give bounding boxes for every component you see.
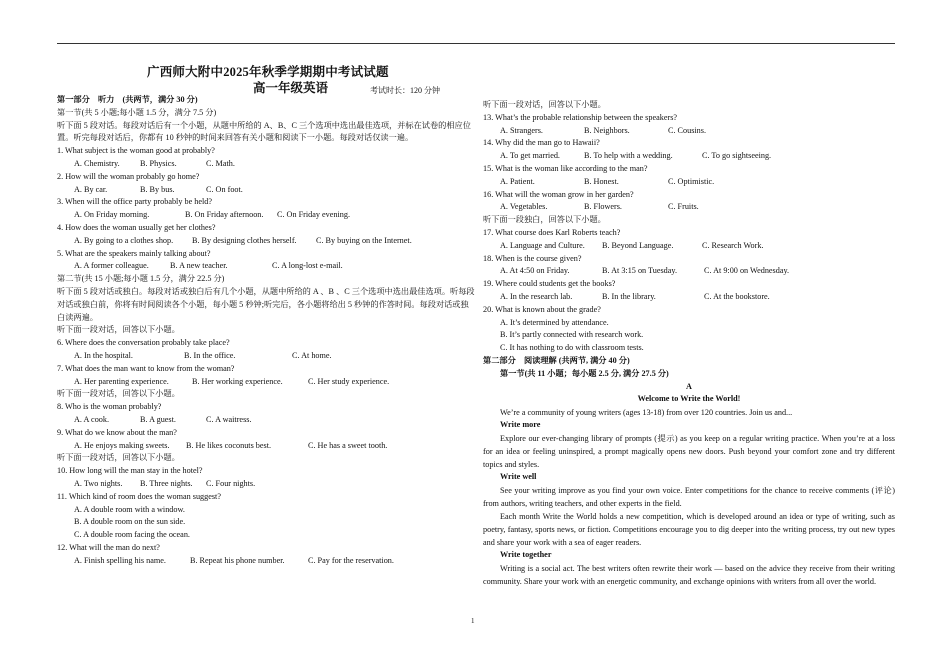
listening-direction: 听下面一段对话，回答以下小题。 [57, 325, 180, 335]
option-a: A. Strangers. [500, 125, 543, 135]
question-stem: 14. Why did the man go to Hawaii? [483, 138, 600, 148]
question-options [57, 209, 475, 222]
question-stem: 10. How long will the man stay in the hotel? [57, 466, 203, 476]
question-options [57, 555, 475, 568]
question-options [483, 291, 895, 304]
question-options [57, 376, 475, 389]
section-heading-write-more: Write more [500, 420, 541, 430]
option-a: A. Finish spelling his name. [74, 555, 166, 565]
option-b: B. He likes coconuts best. [186, 440, 272, 450]
question-stem: 5. What are the speakers mainly talking about? [57, 248, 211, 258]
question-stem: 16. What will the woman grow in her garden? [483, 189, 634, 199]
question-stem: 17. What course does Karl Roberts teach? [483, 227, 621, 237]
exam-duration: 考试时长：120 分钟 [370, 86, 440, 95]
option-b: B. In the office. [184, 350, 236, 360]
question-options [57, 158, 475, 171]
option-c: C. It has nothing to do with classroom tests. [500, 343, 644, 353]
option-a: A. Her parenting experience. [74, 376, 169, 386]
option-c: C. He has a sweet tooth. [308, 440, 388, 450]
option-b: B. Three nights. [140, 478, 193, 488]
option-a: A. Chemistry. [74, 158, 120, 168]
question-stem: 19. Where could students get the books? [483, 279, 616, 289]
exam-title: 广西师大附中2025年秋季学期期中考试试题 [147, 65, 389, 79]
option-b: B. By bus. [140, 184, 175, 194]
question-options [483, 125, 895, 138]
paragraph-write-well-1: See your writing improve as you find your own voice. Enter competitions for the chance to receive comments (评论) from authors, writing teachers, and other experts in the field. [483, 485, 895, 508]
question-options [483, 201, 895, 214]
question-options [483, 265, 895, 278]
question-stem: 4. How does the woman usually get her clothes? [57, 222, 216, 232]
option-a: A. It’s determined by attendance. [500, 317, 609, 327]
question-stem: 15. What is the woman like according to the man? [483, 163, 648, 173]
section-heading-write-together: Write together [500, 549, 552, 559]
question-stem: 11. Which kind of room does the woman suggest? [57, 491, 221, 501]
option-c: C. A long-lost e-mail. [272, 261, 343, 271]
section-heading-write-well: Write well [500, 471, 537, 481]
option-a: A. Language and Culture. [500, 240, 585, 250]
option-b: B. Her working experience. [192, 376, 283, 386]
option-a: A. On Friday morning. [74, 210, 150, 220]
option-b: B. Beyond Language. [602, 240, 674, 250]
passage-label: A [686, 381, 692, 391]
question-stem: 2. How will the woman probably go home? [57, 171, 200, 181]
option-c: C. A waitress. [206, 414, 252, 424]
paragraph-write-more: Explore our ever-changing library of prompts (提示) as you keep on a regular writing practice. When you’re at a loss for an idea or feeling uninspired, a prompt magically opens new doors. Push beyond your comfort zone and try different topics and styles. [483, 433, 895, 469]
option-b: B. On Friday afternoon. [185, 210, 264, 220]
question-options [57, 478, 475, 491]
question-stem: 8. Who is the woman probably? [57, 402, 162, 412]
listening-direction: 听下面一段对话，回答以下小题。 [57, 453, 180, 463]
listening-direction: 听下面一段独白，回答以下小题。 [483, 215, 606, 225]
title-block [57, 66, 475, 94]
question-options [483, 240, 895, 253]
option-a: A. To get married. [500, 151, 560, 161]
left-column [57, 66, 475, 567]
option-c: C. Math. [206, 158, 235, 168]
option-a: A. He enjoys making sweets. [74, 440, 170, 450]
option-a: A. A cook. [74, 414, 110, 424]
part1-heading: 第一部分 听力 (共两节，满分 30 分) [57, 95, 198, 104]
part1-sec1-instructions: 听下面 5 段对话。每段对话后有一个小题，从题中所给的 A、B、C 三个选项中选出最佳选项，并标在试卷的相应位置。听完每段对话后，你都有 10 秒钟的时间来回答有关小题和阅读下一小题。每段对话仅读一遍。 [57, 120, 471, 143]
option-c: C. To go sightseeing. [702, 151, 772, 161]
question-stem: 1. What subject is the woman good at probably? [57, 146, 215, 156]
listening-direction: 听下面一段对话，回答以下小题。 [483, 100, 606, 109]
option-b: B. Repeat his phone number. [190, 555, 285, 565]
option-c: C. By buying on the Internet. [316, 235, 412, 245]
part2-sec1-heading: 第一节(共 11 小题；每小题 2.5 分, 满分 27.5 分) [500, 368, 669, 378]
question-stem: 20. What is known about the grade? [483, 304, 601, 314]
question-stem: 13. What’s the probable relationship between the speakers? [483, 112, 678, 122]
option-b: B. It’s partly connected with research work. [500, 330, 644, 340]
option-a: A. In the hospital. [74, 350, 133, 360]
option-c: C. A double room facing the ocean. [74, 530, 190, 540]
option-c: C. Optimistic. [668, 176, 715, 186]
option-b: B. To help with a wedding. [584, 151, 673, 161]
question-options [57, 260, 475, 273]
option-c: C. Pay for the reservation. [308, 555, 394, 565]
option-a: A. In the research lab. [500, 291, 573, 301]
question-stem: 12. What will the man do next? [57, 542, 160, 552]
option-c: C. Fruits. [668, 202, 699, 212]
passage-intro: We’re a community of young writers (ages 13-18) from over 120 countries. Join us and... [500, 408, 793, 418]
option-c: C. Four nights. [206, 478, 256, 488]
listening-direction: 听下面一段对话，回答以下小题。 [57, 389, 180, 399]
option-c: C. On foot. [206, 184, 243, 194]
question-stem: 7. What does the man want to know from the woman? [57, 363, 235, 373]
option-a: A. At 4:50 on Friday. [500, 266, 570, 276]
option-c: C. Her study experience. [308, 376, 390, 386]
question-options [57, 350, 475, 363]
option-b: B. In the library. [602, 291, 656, 301]
option-b: B. Flowers. [584, 202, 622, 212]
option-b: B. A double room on the sun side. [74, 517, 186, 527]
top-rule [57, 43, 895, 44]
option-a: A. A former colleague. [74, 261, 149, 271]
question-stem: 9. What do we know about the man? [57, 427, 177, 437]
option-c: C. On Friday evening. [277, 210, 350, 220]
question-stem: 6. Where does the conversation probably take place? [57, 338, 230, 348]
option-b: B. Physics. [140, 158, 177, 168]
option-a: A. A double room with a window. [74, 504, 185, 514]
question-options [483, 176, 895, 189]
option-b: B. Neighbors. [584, 125, 630, 135]
part1-sec2-instructions: 听下面 5 段对话或独白。每段对话或独白后有几个小题，从题中所给的 A 、B 、C 三个选项中选出最佳选项。听每段对话或独白前，你将有时间阅读各个小题，每小题 5 秒钟;听完后，各小题将给出 5 秒钟的作答时间。每段对话或独白读两遍。 [57, 286, 475, 322]
page-number: 1 [471, 617, 475, 625]
exam-subtitle: 高一年级英语 [253, 81, 329, 95]
option-b: B. A guest. [140, 414, 176, 424]
right-column [483, 99, 895, 588]
question-stem: 3. When will the office party probably be held? [57, 197, 212, 207]
paragraph-write-well-2: Each month Write the World holds a new competition, which is developed around an idea or type of writing, such as poetry, fantasy, sports news, or fiction. Competitions encourage you to dig deeper into the writing process, try out new types and share your work with a sea of eager readers. [483, 511, 895, 547]
question-options [57, 235, 475, 248]
option-c: C. At home. [292, 350, 332, 360]
part1-sec2-heading: 第二节(共 15 小题;每小题 1.5 分，满分 22.5 分) [57, 274, 225, 284]
paragraph-write-together: Writing is a social act. The best writers often rewrite their work — based on the advice they receive from their writing community. Share your work with an energetic community, and exchange opinions with writers from all over the world. [483, 563, 895, 586]
part2-heading: 第二部分 阅读理解 (共两节, 满分 40 分) [483, 355, 630, 365]
option-a: A. By going to a clothes shop. [74, 235, 174, 245]
option-c: C. Cousins. [668, 125, 706, 135]
option-b: B. By designing clothes herself. [192, 235, 297, 245]
option-c: C. At the bookstore. [704, 291, 770, 301]
option-a: A. Vegetables. [500, 202, 548, 212]
option-a: A. Two nights. [74, 478, 123, 488]
question-stem: 18. When is the course given? [483, 253, 582, 263]
question-options [57, 440, 475, 453]
question-options [57, 184, 475, 197]
question-options [483, 150, 895, 163]
option-c: C. At 9:00 on Wednesday. [704, 266, 790, 276]
question-options [57, 414, 475, 427]
option-b: B. A new teacher. [170, 261, 228, 271]
option-a: A. By car. [74, 184, 108, 194]
option-b: B. Honest. [584, 176, 619, 186]
option-a: A. Patient. [500, 176, 535, 186]
option-b: B. At 3:15 on Tuesday. [602, 266, 677, 276]
option-c: C. Research Work. [702, 240, 764, 250]
passage-title: Welcome to Write the World! [637, 394, 741, 404]
part1-sec1-heading: 第一节(共 5 小题;每小题 1.5 分，满分 7.5 分) [57, 107, 217, 117]
